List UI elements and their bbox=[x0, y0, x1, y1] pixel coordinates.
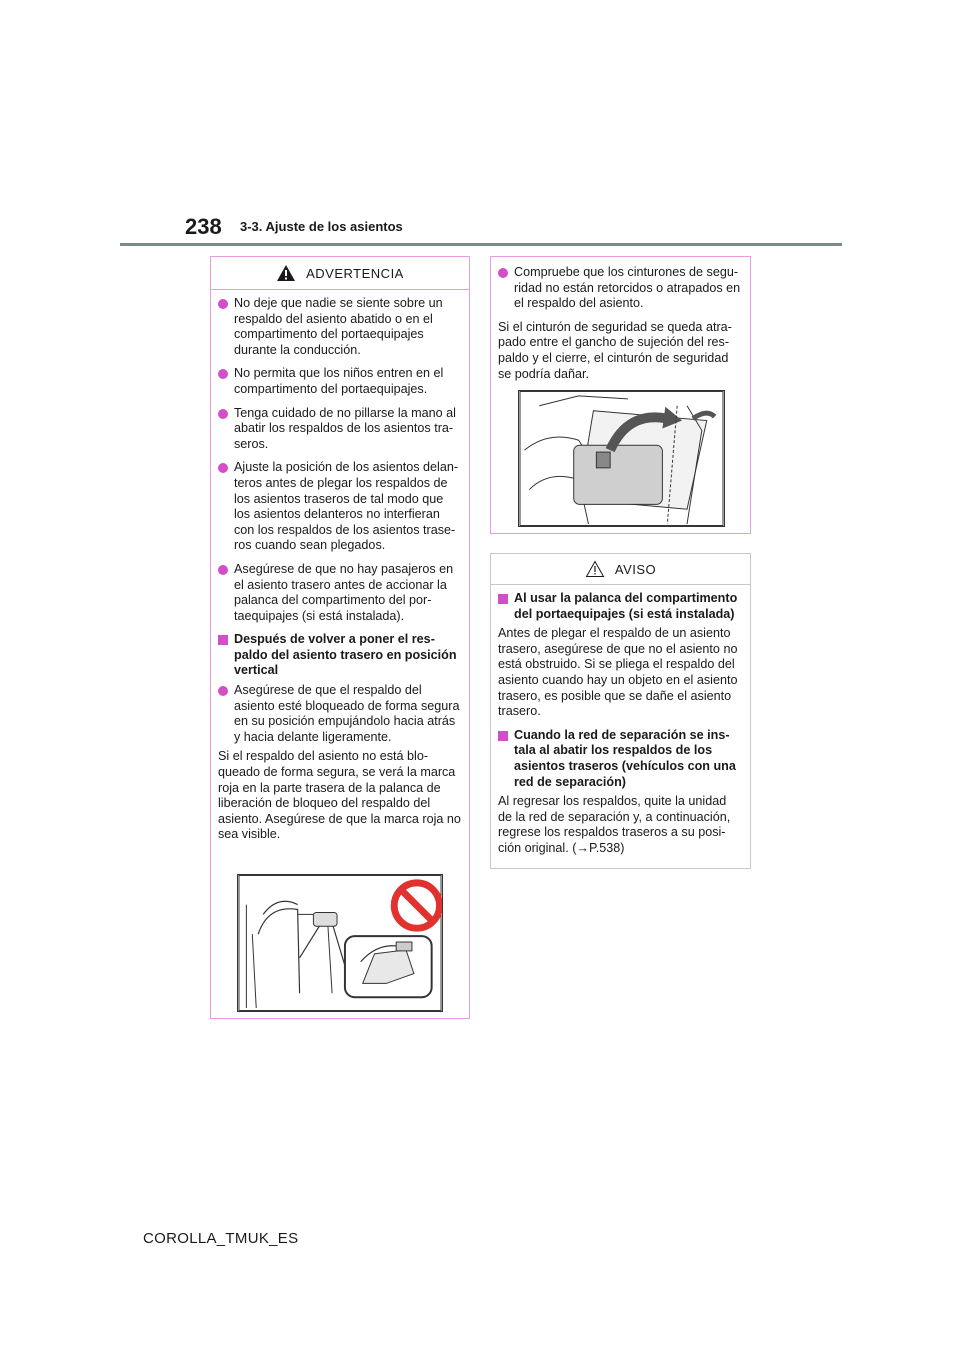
bullet-dot-icon bbox=[498, 268, 508, 278]
square-bullet-icon bbox=[498, 594, 508, 604]
notice-heading: Al usar la palanca del compartimento del portaequipajes (si está instalada) bbox=[498, 591, 743, 622]
bullet-dot-icon bbox=[218, 686, 228, 696]
bullet-dot-icon bbox=[218, 463, 228, 473]
warning-title: ADVERTENCIA bbox=[306, 265, 404, 281]
notice-paragraph: Antes de plegar el respaldo de un asiento trasero, asegúrese de que no el asiento no está obstruido. Si se pliega el respaldo del asiento cuando hay un objeto en el asiento trasero, es posible que se dañe el asiento trasero. bbox=[498, 626, 738, 719]
warning-subheading: Después de volver a poner el res-paldo del asiento trasero en posición vertical bbox=[218, 632, 462, 679]
seat-lever-prohibition-illustration bbox=[237, 874, 443, 1012]
warning-header bbox=[211, 257, 469, 290]
section-title: 3-3. Ajuste de los asientos bbox=[240, 219, 403, 234]
warning-bullet: No deje que nadie se siente sobre un respaldo del asiento abatido o en el compartimento del portaequipajes durante la conducción. bbox=[218, 296, 462, 358]
warning-bullet: No permita que los niños entren en el compartimento del portaequipajes. bbox=[218, 366, 462, 397]
footer-doc-code: COROLLA_TMUK_ES bbox=[143, 1230, 299, 1247]
page-number: 238 bbox=[185, 214, 222, 239]
warning-bullet: Tenga cuidado de no pillarse la mano al abatir los respaldos de los asientos tra-seros. bbox=[218, 406, 462, 453]
bullet-dot-icon bbox=[218, 565, 228, 575]
seatbelt-illustration bbox=[518, 390, 725, 527]
notice-content bbox=[491, 585, 750, 857]
bullet-dot-icon bbox=[218, 409, 228, 419]
seatbelt-paragraph: Si el cinturón de seguridad se queda atra-pado entre el gancho de sujeción del res-paldo y el cierre, el cinturón de seguridad se podría dañar. bbox=[498, 319, 732, 381]
notice-paragraph: Al regresar los respaldos, quite la unidad de la red de separación y, a continuación, regrese los respaldos traseros a su posi-ción original. (→P.538) bbox=[498, 794, 731, 855]
notice-header bbox=[491, 554, 750, 585]
seatbelt-content bbox=[491, 257, 750, 382]
warning-box bbox=[210, 256, 470, 1019]
notice-heading: Cuando la red de separación se ins-tala al abatir los respaldos de los asientos traseros (vehículos con una red de separación) bbox=[498, 728, 743, 790]
warning-bullet: Ajuste la posición de los asientos delan-teros antes de plegar los respaldos de los asientos traseros de tal modo que los asientos delanteros no interfieran con los respaldos de los asientos trase-ros cuando sean plegados. bbox=[218, 460, 462, 554]
warning-paragraph: Si el respaldo del asiento no está blo-queado de forma segura, se verá la marca roja en la parte trasera de la palanca de liberación de bloqueo del respaldo del asiento. Asegúrese de que la marca roja no sea visible. bbox=[218, 749, 461, 842]
header-rule bbox=[120, 243, 842, 246]
seatbelt-bullet: Compruebe que los cinturones de segu-ridad no están retorcidos o atrapados en el respaldo del asiento. bbox=[498, 265, 743, 312]
bullet-dot-icon bbox=[218, 369, 228, 379]
warning-content bbox=[211, 290, 469, 843]
square-bullet-icon bbox=[218, 635, 228, 645]
seatbelt-note-box bbox=[490, 256, 751, 534]
bullet-dot-icon bbox=[218, 299, 228, 309]
caution-triangle-icon bbox=[585, 560, 605, 578]
notice-title: AVISO bbox=[614, 561, 657, 577]
notice-box bbox=[490, 553, 751, 869]
warning-sub-bullet: Asegúrese de que el respaldo del asiento esté bloqueado de forma segura en su posición empujándolo hacia atrás y hacia delante ligeramente. bbox=[218, 683, 462, 745]
warning-triangle-icon bbox=[276, 264, 296, 282]
square-bullet-icon bbox=[498, 731, 508, 741]
warning-bullet: Asegúrese de que no hay pasajeros en el asiento trasero antes de accionar la palanca del compartimento del por-taequipajes (si está instalada). bbox=[218, 562, 462, 624]
